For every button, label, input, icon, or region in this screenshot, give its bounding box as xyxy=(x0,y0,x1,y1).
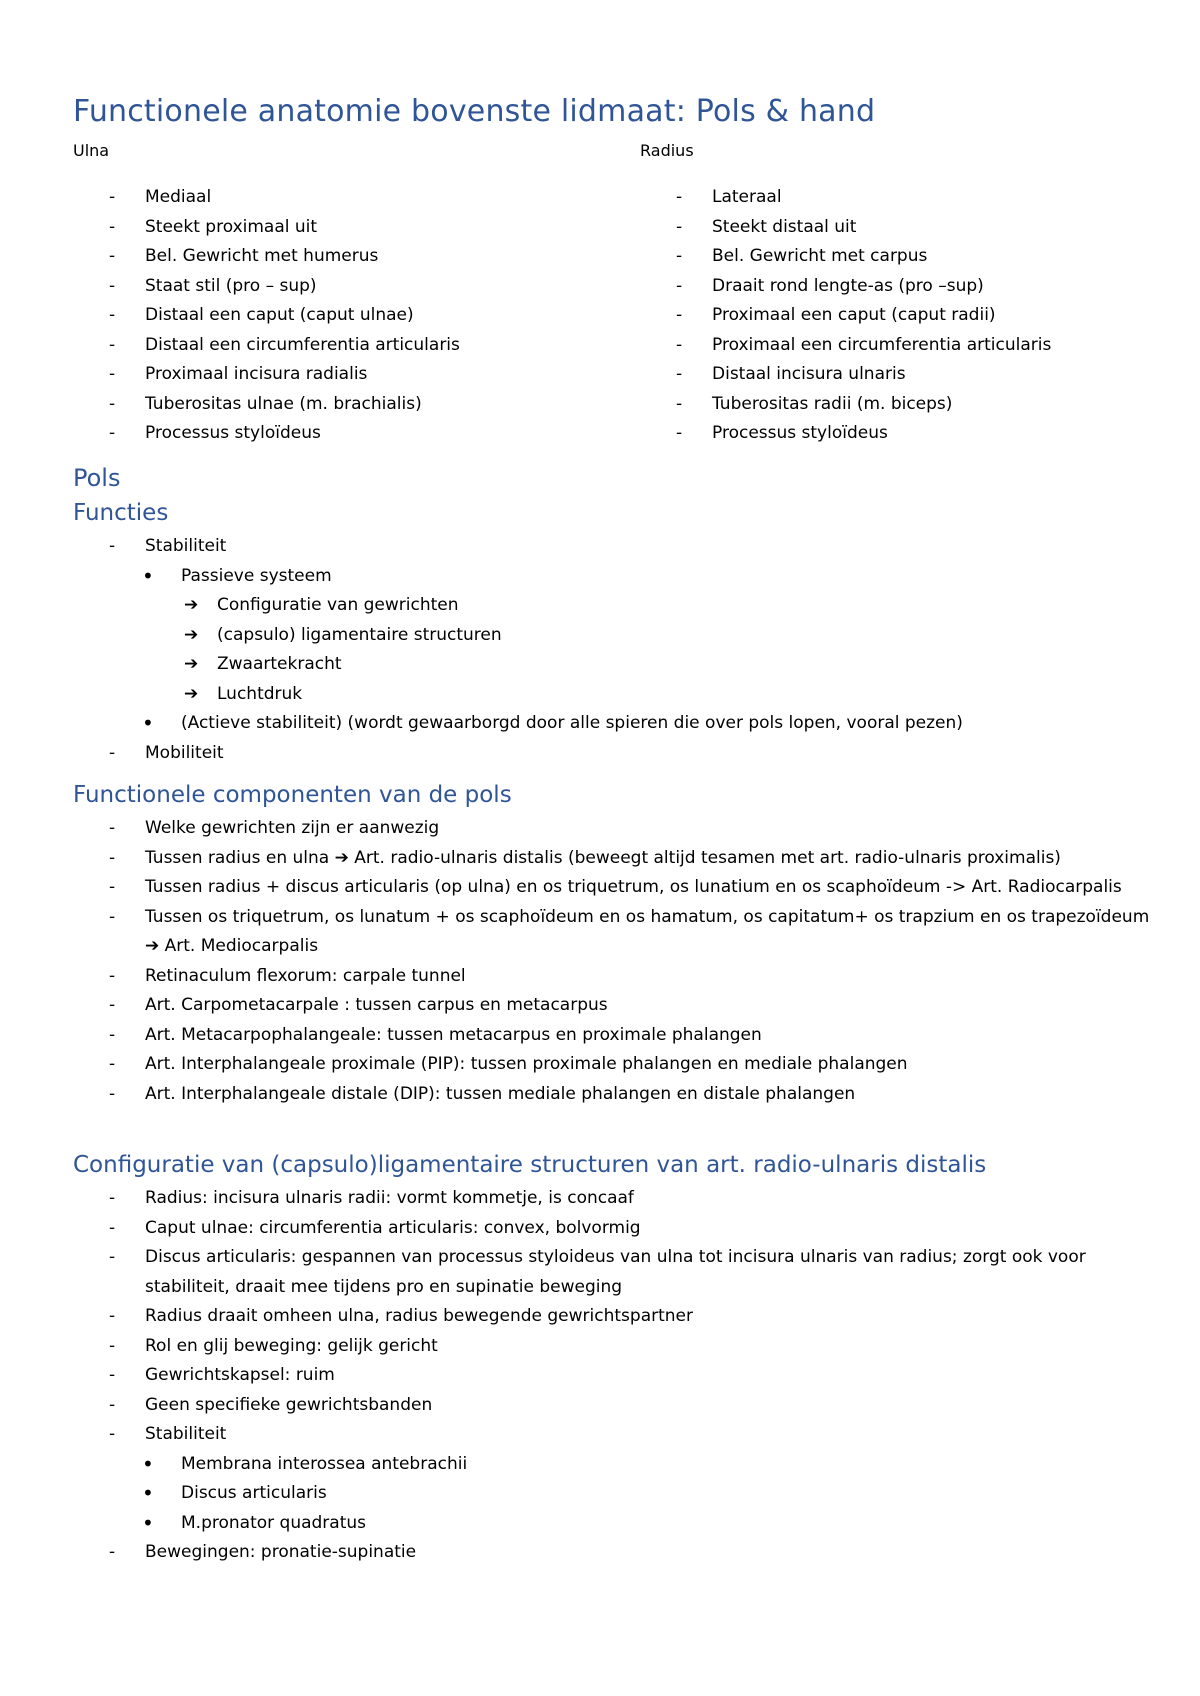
componenten-list xyxy=(73,814,1153,1109)
list-item: - Art. Carpometacarpale : tussen carpus en metacarpus xyxy=(109,995,608,1015)
list-item: - Draait rond lengte-as (pro –sup) xyxy=(676,275,984,296)
list-item: - Rol en glij beweging: gelijk gericht xyxy=(109,1335,438,1356)
list-item: - Lateraal xyxy=(676,187,782,207)
list-item: - Welke gewrichten zijn er aanwezig xyxy=(109,818,440,838)
list-item: • (Actieve stabiliteit) (wordt gewaarborgd door alle spieren die over pols lopen, vooral pezen) xyxy=(142,711,963,735)
list-item: - Radius draait omheen ulna, radius bewegende gewrichtspartner xyxy=(109,1306,693,1326)
list-item: - Retinaculum flexorum: carpale tunnel xyxy=(109,965,466,986)
list-item: ➔ Zwaartekracht xyxy=(73,650,1163,680)
list-item: - Tussen radius + discus articularis (op ulna) en os triquetrum, os lunatium en os scaphoïdeum -> Art. Radiocarpalis xyxy=(109,877,1122,897)
list-item: - Proximaal een caput (caput radii) xyxy=(676,305,996,325)
list-item: • Membrana interossea antebrachii xyxy=(142,1451,468,1476)
list-item: - Distaal een caput (caput ulnae) xyxy=(109,305,414,325)
list-item: - Staat stil (pro – sup) xyxy=(109,275,317,296)
list-item: - Proximaal een circumferentia articularis xyxy=(676,334,1052,355)
arrow-icon: ➔ xyxy=(184,654,199,674)
list-item: • Passieve systeem xyxy=(142,563,332,588)
list-item: - Distaal een circumferentia articularis xyxy=(109,334,460,355)
configuratie-list xyxy=(73,1184,1153,1568)
list-item: - Gewrichtskapsel: ruim xyxy=(109,1365,335,1385)
list-item: - Processus styloïdeus xyxy=(676,423,888,443)
list-item: - Bel. Gewricht met humerus xyxy=(109,246,379,266)
list-item: ➔ Luchtdruk xyxy=(73,680,1163,710)
list-item: - Stabiliteit xyxy=(109,536,227,556)
list-item: - Proximaal incisura radialis xyxy=(109,364,368,384)
list-item: - Art. Interphalangeale distale (DIP): tussen mediale phalangen en distale phalangen xyxy=(109,1083,856,1104)
list-item: - Art. Metacarpophalangeale: tussen metacarpus en proximale phalangen xyxy=(109,1024,762,1045)
list-item: • M.pronator quadratus xyxy=(142,1510,367,1535)
list-item: - Steekt proximaal uit xyxy=(109,216,318,237)
radius-heading: Radius xyxy=(640,141,694,160)
list-item: - Stabiliteit xyxy=(109,1424,227,1444)
list-item: - Tussen radius en ulna ➔ Art. radio-ulnaris distalis (beweegt altijd tesamen met art. radio-ulnaris proximalis) xyxy=(109,847,1061,868)
list-item: - Geen specifieke gewrichtsbanden xyxy=(109,1394,433,1415)
radius-list xyxy=(640,183,1160,449)
ulna-heading: Ulna xyxy=(73,141,110,160)
list-item: - Steekt distaal uit xyxy=(676,216,857,237)
list-item: - Tuberositas ulnae (m. brachialis) xyxy=(109,393,422,414)
componenten-heading: Functionele componenten van de pols xyxy=(73,782,512,808)
list-item: ➔ Configuratie van gewrichten xyxy=(73,591,1163,621)
list-item: - Tussen os triquetrum, os lunatum + os scaphoïdeum en os hamatum, os capitatum+ os trapzium en os trapezoïdeum ➔ Art. Mediocarpalis xyxy=(109,906,1150,956)
list-item: • Discus articularis xyxy=(142,1481,327,1505)
list-item: - Radius: incisura ulnaris radii: vormt kommetje, is concaaf xyxy=(109,1188,634,1208)
arrow-icon: ➔ xyxy=(184,595,199,615)
list-item: - Tuberositas radii (m. biceps) xyxy=(676,393,953,414)
list-item: - Art. Interphalangeale proximale (PIP): tussen proximale phalangen en mediale phalangen xyxy=(109,1054,908,1074)
list-item: - Mediaal xyxy=(109,187,212,207)
list-item: - Discus articularis: gespannen van processus styloideus van ulna tot incisura ulnaris van radius; zorgt ook voor stabiliteit, draait mee tijdens pro en supinatie beweging xyxy=(109,1247,1086,1297)
page-title: Functionele anatomie bovenste lidmaat: Pols & hand xyxy=(73,94,876,129)
configuratie-heading: Configuratie van (capsulo)ligamentaire structuren van art. radio-ulnaris distalis xyxy=(73,1152,987,1178)
list-item: - Distaal incisura ulnaris xyxy=(676,364,906,384)
functies-heading: Functies xyxy=(73,500,169,526)
arrow-icon: ➔ xyxy=(184,624,199,645)
list-item: - Processus styloïdeus xyxy=(109,423,321,443)
list-item: - Mobiliteit xyxy=(109,742,224,763)
list-item: - Caput ulnae: circumferentia articularis: convex, bolvormig xyxy=(109,1217,641,1238)
list-item: - Bewegingen: pronatie-supinatie xyxy=(109,1542,417,1562)
ulna-list xyxy=(73,183,593,449)
functies-list xyxy=(73,532,1163,768)
list-item: - Bel. Gewricht met carpus xyxy=(676,246,928,266)
pols-heading: Pols xyxy=(73,464,121,492)
list-item: ➔ (capsulo) ligamentaire structuren xyxy=(73,621,1163,651)
arrow-icon: ➔ xyxy=(184,683,199,704)
